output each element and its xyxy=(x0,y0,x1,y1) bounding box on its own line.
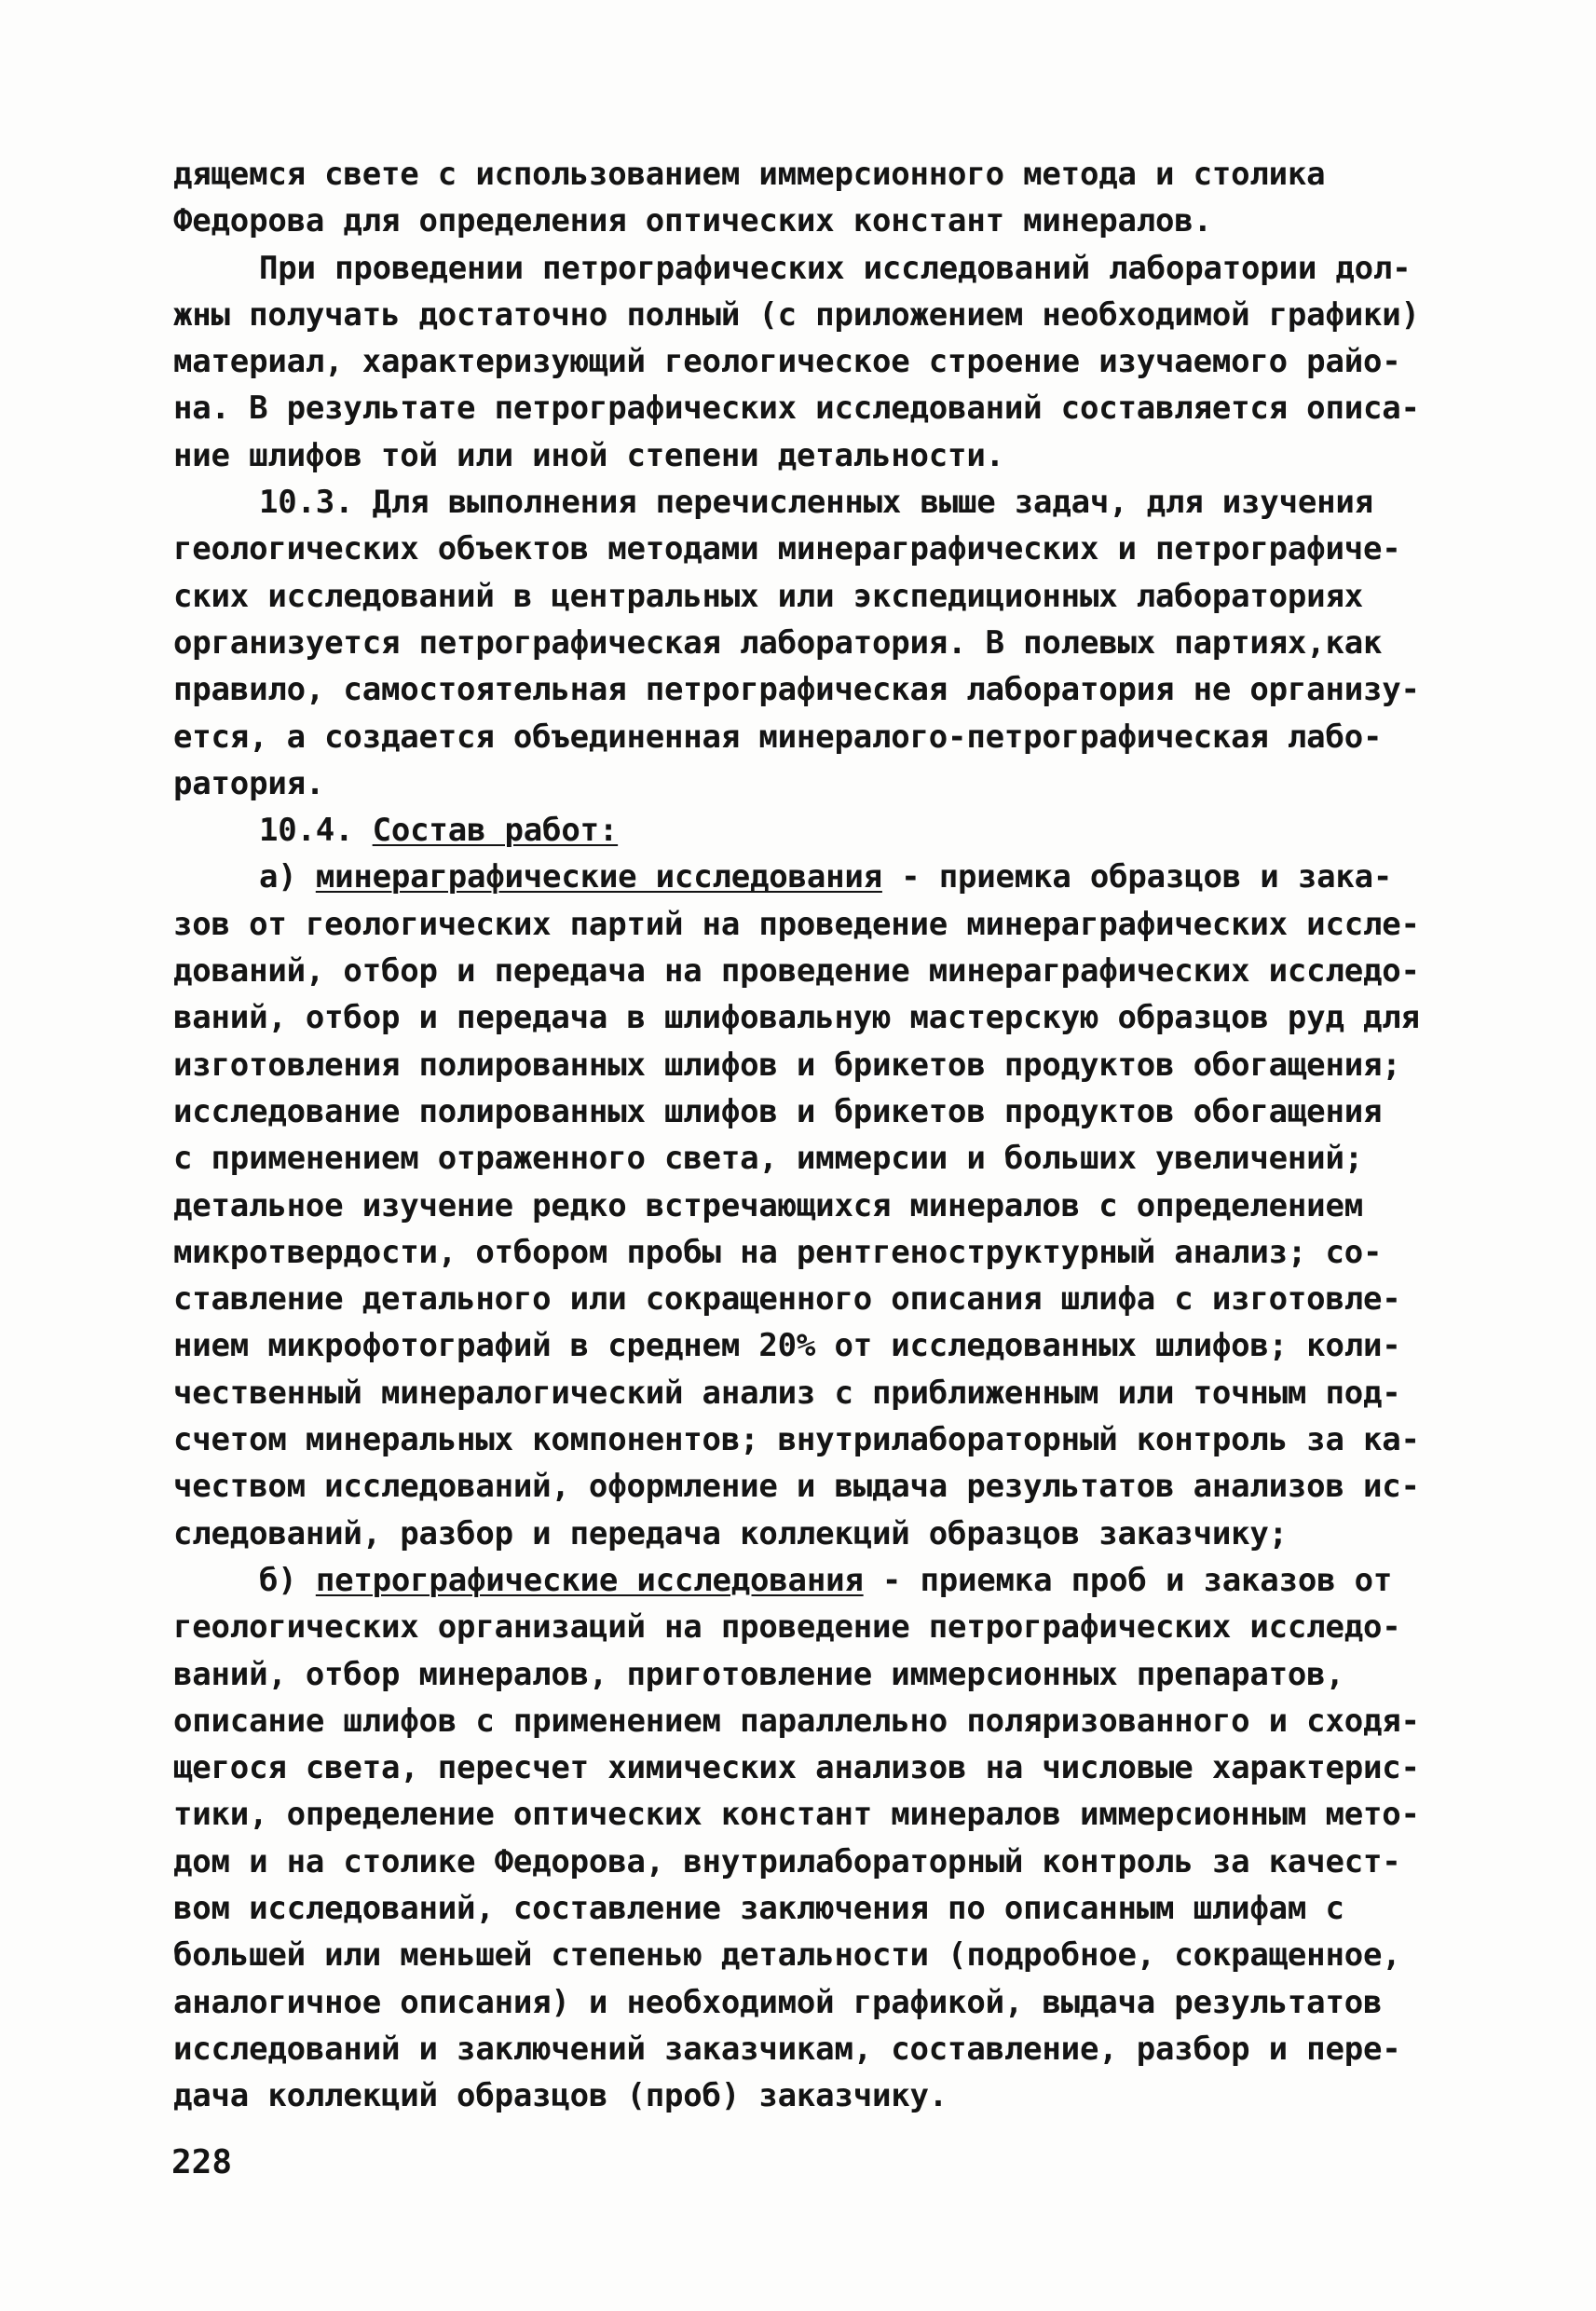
text-line: ставление детального или сокращенного описания шлифа с изготовле- xyxy=(173,1280,1401,1319)
text-line: дача коллекций образцов (проб) заказчику. xyxy=(173,2077,948,2115)
text-line: ских исследований в центральных или экспедиционных лабораториях xyxy=(173,577,1363,615)
text-line: ваний, отбор минералов, приготовление иммерсионных препаратов, xyxy=(173,1655,1344,1693)
page-number: 228 xyxy=(171,2143,233,2181)
text-line: геологических организаций на проведение петрографических исследо- xyxy=(173,1608,1401,1647)
text-line: ется, а создается объединенная минералого-петрографическая лабо- xyxy=(173,718,1383,756)
text-line: При проведении петрографических исследований лаборатории дол- xyxy=(259,249,1412,287)
text-line: дом и на столике Федорова, внутрилабораторный контроль за качест- xyxy=(173,1842,1401,1880)
text-line: описание шлифов с применением параллельно поляризованного и сходя- xyxy=(173,1702,1420,1740)
text-line: изготовления полированных шлифов и брикетов продуктов обогащения; xyxy=(173,1046,1401,1084)
text-line: большей или меньшей степенью детальности (подробное, сокращенное, xyxy=(173,1936,1401,1975)
text-line: детальное изучение редко встречающихся минералов с определением xyxy=(173,1186,1363,1224)
text-line: чественный минералогический анализ с приближенным или точным под- xyxy=(173,1374,1401,1412)
section-title: Состав работ: xyxy=(372,812,619,850)
text-line: щегося света, пересчет химических анализов на числовые характерис- xyxy=(173,1749,1420,1787)
item-a-line xyxy=(173,854,1478,900)
text-line: исследований и заключений заказчикам, составление, разбор и пере- xyxy=(173,2030,1401,2068)
text-line: аналогичное описания) и необходимой графикой, выдача результатов xyxy=(173,1983,1383,2021)
text-line: 10.3. Для выполнения перечисленных выше задач, для изучения xyxy=(259,484,1373,522)
item-a-marker: а) xyxy=(259,858,316,896)
text-line: материал, характеризующий геологическое строение изучаемого райо- xyxy=(173,343,1401,381)
text-line: ратория. xyxy=(173,764,325,802)
text-line: ние шлифов той или иной степени детальности. xyxy=(173,436,1004,474)
body-text xyxy=(173,151,1478,2119)
item-a-title: минераграфические исследования xyxy=(315,858,882,896)
text-line: Федорова для определения оптических констант минералов. xyxy=(173,202,1212,240)
section-number: 10.4. xyxy=(259,812,373,850)
text-line: счетом минеральных компонентов; внутрилабораторный контроль за ка- xyxy=(173,1421,1420,1459)
item-b-marker: б) xyxy=(259,1561,316,1599)
item-b-line xyxy=(173,1557,1478,1604)
text-line: с применением отраженного света, иммерсии и больших увеличений; xyxy=(173,1140,1363,1178)
text-line: чеством исследований, оформление и выдача результатов анализов ис- xyxy=(173,1468,1420,1506)
text-line: правило, самостоятельная петрографическая лаборатория не организу- xyxy=(173,671,1420,709)
item-a-text: - приемка образцов и зака- xyxy=(881,858,1393,896)
text-line: зов от геологических партий на проведение минераграфических иссле- xyxy=(173,905,1420,943)
section-heading-line xyxy=(173,807,1478,854)
text-line: геологических объектов методами минераграфических и петрографиче- xyxy=(173,530,1401,568)
text-line: организуется петрографическая лаборатория. В полевых партиях,как xyxy=(173,623,1383,662)
text-line: жны получать достаточно полный (с приложением необходимой графики) xyxy=(173,295,1420,334)
text-line: дований, отбор и передача на проведение минераграфических исследо- xyxy=(173,952,1420,991)
text-line: ваний, отбор и передача в шлифовальную мастерскую образцов руд для xyxy=(173,999,1420,1037)
text-line: дящемся свете с использованием иммерсионного метода и столика xyxy=(173,156,1326,193)
text-line: следований, разбор и передача коллекций образцов заказчику; xyxy=(173,1514,1288,1552)
item-b-title: петрографические исследования xyxy=(315,1561,864,1599)
text-line: на. В результате петрографических исследований составляется описа- xyxy=(173,390,1420,428)
text-line: вом исследований, составление заключения по описанным шлифам с xyxy=(173,1889,1344,1927)
text-line: нием микрофотографий в среднем 20% от исследованных шлифов; коли- xyxy=(173,1327,1401,1365)
text-line: микротвердости, отбором пробы на рентгеноструктурный анализ; со- xyxy=(173,1233,1383,1271)
text-line: исследование полированных шлифов и брикетов продуктов обогащения xyxy=(173,1092,1383,1130)
item-b-text: - приемка проб и заказов от xyxy=(863,1561,1393,1599)
text-line: тики, определение оптических констант минералов иммерсионным мето- xyxy=(173,1796,1420,1834)
